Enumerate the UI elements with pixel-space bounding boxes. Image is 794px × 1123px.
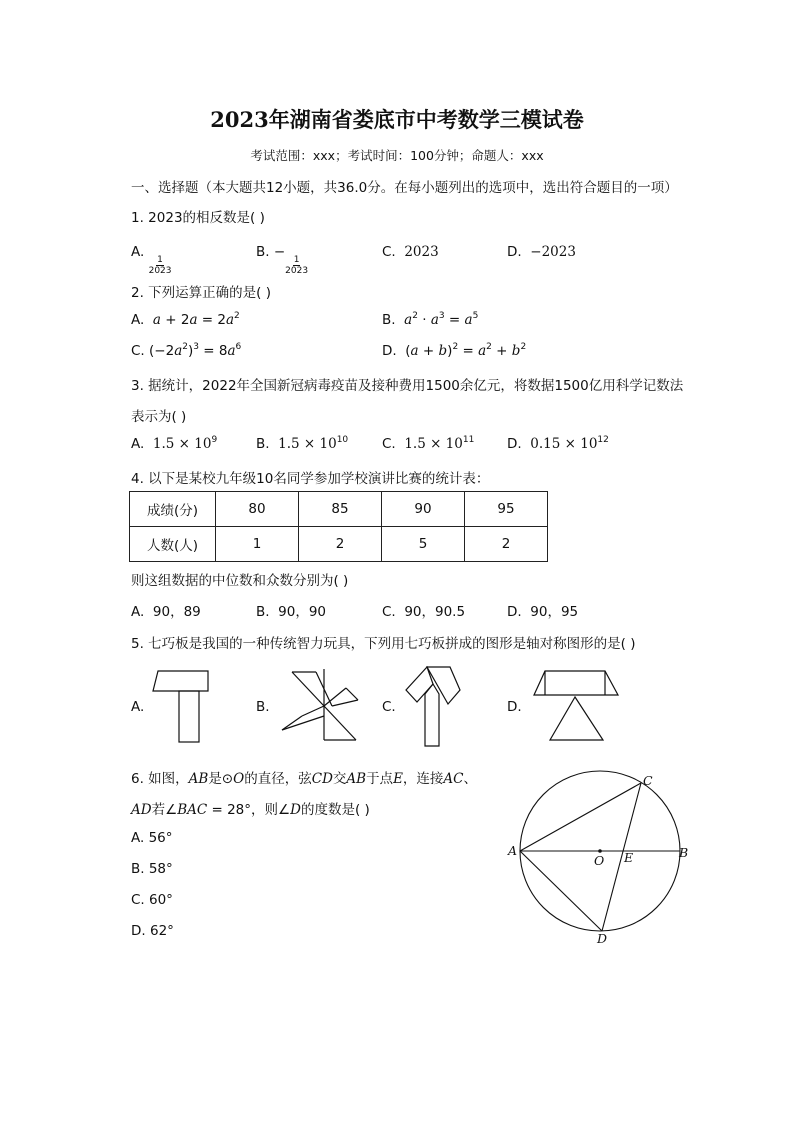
q4-stem: 4. 以下是某校九年级10名同学参加学校演讲比赛的统计表： xyxy=(131,471,490,487)
q1-option-a[interactable] xyxy=(131,244,172,276)
tangram-figure-a xyxy=(150,668,214,748)
q2-stem: 2. 下列运算正确的是( ) xyxy=(131,285,271,301)
fraction: $\frac{1}{2023}$ xyxy=(148,255,172,276)
score-table xyxy=(129,491,548,562)
chord-ad xyxy=(520,851,605,931)
q4-option-a[interactable]: A. 90，89 xyxy=(131,604,201,620)
q1-option-b[interactable] xyxy=(256,244,308,276)
q3-option-a[interactable]: A. $1.5 \times 10^9$ xyxy=(131,435,218,452)
q4-option-c[interactable]: C. 90，90.5 xyxy=(382,604,466,620)
table-cell: 成绩(分) xyxy=(130,492,216,527)
q6-option-c[interactable]: C. 60° xyxy=(131,892,173,908)
q3-stem-line2: 表示为( ) xyxy=(131,409,187,425)
label-e: E xyxy=(624,850,634,865)
q5-option-c-label[interactable]: C. xyxy=(382,699,396,715)
q1-option-c[interactable]: C. 2023 xyxy=(382,244,439,260)
table-cell: 85 xyxy=(299,492,382,527)
q6-stem-line2: AD若∠BAC = 28°，则∠D的度数是( ) xyxy=(131,802,370,818)
q6-option-d[interactable]: D. 62° xyxy=(131,923,174,939)
table-row xyxy=(130,527,548,562)
fraction: $\frac{1}{2023}$ xyxy=(285,255,309,276)
tangram-figure-b xyxy=(276,666,366,748)
table-cell: 1 xyxy=(216,527,299,562)
q1-stem: 1. 2023的相反数是( ) xyxy=(131,210,265,226)
q3-stem-line1: 3. 据统计，2022年全国新冠病毒疫苗及接种费用1500余亿元，将数据1500亿用科学记数法 xyxy=(131,378,684,394)
q6-stem-line1: 6. 如图，AB是⊙O的直径，弦CD交AB于点E，连接AC、 xyxy=(131,771,478,787)
q2-option-a[interactable]: A. $a + 2a = 2a^2$ xyxy=(131,311,240,328)
chord-ac xyxy=(520,783,641,851)
table-cell: 5 xyxy=(382,527,465,562)
q5-option-d-label[interactable]: D. xyxy=(507,699,522,715)
table-cell: 90 xyxy=(382,492,465,527)
q6-option-a[interactable]: A. 56° xyxy=(131,830,173,846)
q4-option-b[interactable]: B. 90，90 xyxy=(256,604,327,620)
q1-option-d[interactable]: D. −2023 xyxy=(507,244,576,260)
tangram-figure-c xyxy=(400,664,464,750)
q4-question: 则这组数据的中位数和众数分别为( ) xyxy=(131,573,349,589)
label-b: B xyxy=(679,845,689,860)
q3-option-c[interactable]: C. $1.5 \times 10^{11}$ xyxy=(382,435,475,452)
chord-cd xyxy=(602,783,641,931)
table-cell: 人数(人) xyxy=(130,527,216,562)
table-cell: 80 xyxy=(216,492,299,527)
label-d: D xyxy=(597,931,608,946)
page-title: 2023年湖南省娄底市中考数学三模试卷 xyxy=(210,107,584,132)
label-c: C xyxy=(643,773,653,788)
q2-option-c[interactable]: C. $(-2a^2)^3 = 8a^6$ xyxy=(131,342,242,359)
q3-option-b[interactable]: B. $1.5 \times 10^{10}$ xyxy=(256,435,349,452)
table-cell: 2 xyxy=(299,527,382,562)
q5-stem: 5. 七巧板是我国的一种传统智力玩具，下列用七巧板拼成的图形是轴对称图形的是( ) xyxy=(131,636,636,652)
q2-option-b[interactable]: B. $a^2 \cdot a^3 = a^5$ xyxy=(382,311,479,328)
q2-option-d[interactable]: D. $(a + b)^2 = a^2 + b^2$ xyxy=(382,342,527,359)
q5-option-b-label[interactable]: B. xyxy=(256,699,270,715)
section-heading: 一、选择题（本大题共12小题，共36.0分。在每小题列出的选项中，选出符合题目的一项） xyxy=(131,180,678,196)
option-label: B. xyxy=(256,244,270,260)
label-a: A xyxy=(508,843,518,858)
option-label: A. xyxy=(131,244,145,260)
tangram-figure-d xyxy=(530,668,626,748)
circle-geometry-figure xyxy=(500,765,700,955)
table-cell: 95 xyxy=(465,492,548,527)
minus-sign: − xyxy=(273,244,286,260)
label-o: O xyxy=(594,853,605,868)
q3-option-d[interactable]: D. $0.15 \times 10^{12}$ xyxy=(507,435,609,452)
q5-option-a-label[interactable]: A. xyxy=(131,699,145,715)
q6-option-b[interactable]: B. 58° xyxy=(131,861,173,877)
q4-option-d[interactable]: D. 90，95 xyxy=(507,604,579,620)
table-cell: 2 xyxy=(465,527,548,562)
exam-info: 考试范围：xxx；考试时间：100分钟；命题人：xxx xyxy=(250,148,544,163)
table-row xyxy=(130,492,548,527)
